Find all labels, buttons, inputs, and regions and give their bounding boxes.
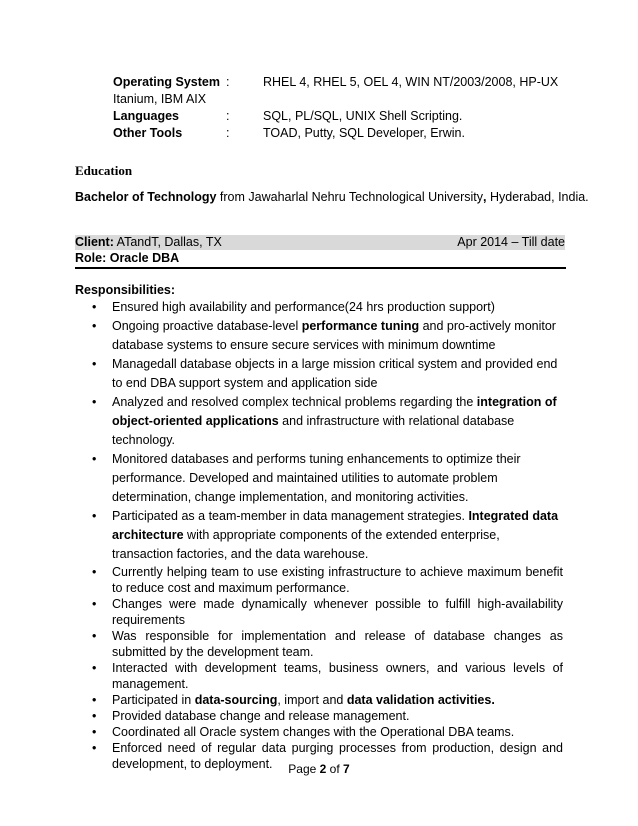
bullet-text: Managedall database objects in a large mission critical system and provided end to end DBA support system and application side: [112, 357, 558, 390]
bullet-bold: data-sourcing: [194, 693, 278, 707]
bullet-bold: integration of object-oriented applications: [112, 395, 557, 428]
skill-value: TOAD, Putty, SQL Developer, Erwin.: [263, 126, 465, 140]
degree-title: Bachelor of Technology: [75, 190, 217, 204]
list-item: [75, 298, 563, 317]
skill-label: Other Tools: [113, 126, 183, 140]
bullet-text: Provided database change and release management.: [112, 709, 410, 723]
section-divider: [75, 267, 566, 269]
skill-label: Languages: [113, 109, 179, 123]
list-item: [75, 507, 563, 564]
bullet-icon: •: [92, 300, 97, 314]
bullet-bold: Integrated data architecture: [112, 509, 559, 542]
degree-university: from Jawaharlal Nehru Technological University: [216, 190, 484, 204]
bullet-icon: •: [92, 565, 97, 579]
skill-value: RHEL 4, RHEL 5, OEL 4, WIN NT/2003/2008, HP-UX: [263, 75, 559, 89]
responsibilities-heading: Responsibilities:: [75, 283, 176, 297]
skill-row-languages: [113, 108, 583, 125]
bullet-icon: •: [92, 661, 97, 675]
list-item: [75, 692, 563, 708]
degree-location: Hyderabad, India.: [486, 190, 589, 204]
bullet-text: Ensured high availability and performance(24 hrs production support): [112, 300, 495, 314]
list-item: [75, 393, 563, 450]
bullet-icon: •: [92, 725, 97, 739]
role: Role: Oracle DBA: [75, 251, 180, 265]
bullet-text: Participated in: [112, 693, 195, 707]
bullet-icon: •: [92, 509, 97, 523]
list-item: [75, 708, 563, 724]
list-item: [75, 564, 563, 596]
footer-of: of: [326, 762, 344, 776]
bullet-icon: •: [92, 357, 97, 371]
bullet-text: Enforced need of regular data purging processes from production, design and development, to deployment.: [112, 741, 563, 771]
bullet-text: Coordinated all Oracle system changes with the Operational DBA teams.: [112, 725, 515, 739]
bullet-bold: performance tuning: [301, 319, 420, 333]
total-pages: 7: [343, 762, 350, 776]
client-value: ATandT, Dallas, TX: [113, 235, 222, 249]
job-dates: Apr 2014 – Till date: [457, 235, 565, 249]
degree-line: [75, 190, 589, 204]
list-item: [75, 355, 563, 393]
bullet-text: with appropriate components of the extended enterprise, transaction factories, and the data warehouse.: [112, 528, 500, 561]
skill-row-os: [113, 74, 583, 91]
bullet-text: and infrastructure with relational database technology.: [112, 414, 515, 447]
education-heading: Education: [75, 163, 133, 178]
responsibilities-list: [75, 298, 563, 772]
list-item: [75, 596, 563, 628]
bullet-text: Currently helping team to use existing infrastructure to achieve maximum benefit to reduce cost and maximum performance.: [112, 565, 563, 595]
bullet-icon: •: [92, 709, 97, 723]
bullet-text: Interacted with development teams, business owners, and various levels of management.: [112, 661, 563, 691]
bullet-icon: •: [92, 452, 97, 466]
skill-row-tools: [113, 125, 583, 142]
bullet-text: Monitored databases and performs tuning enhancements to optimize their performance. Developed and maintained utilities to automate problem determination, change implementation, and monitoring activities.: [112, 452, 521, 504]
bullet-text: Changes were made dynamically whenever possible to fulfill high-availability requirements: [112, 597, 563, 627]
list-item: [75, 628, 563, 660]
page-footer: [0, 762, 638, 776]
bullet-text: Analyzed and resolved complex technical problems regarding the: [112, 395, 477, 409]
skill-colon: :: [226, 126, 230, 140]
client-line: [75, 235, 565, 250]
list-item: [75, 724, 563, 740]
list-item: [75, 317, 563, 355]
skill-row-os-cont: [113, 91, 583, 108]
bullet-icon: •: [92, 597, 97, 611]
degree-comma: ,: [483, 190, 487, 204]
bullet-text: Was responsible for implementation and release of database changes as submitted by the development team.: [112, 629, 563, 659]
client: [75, 235, 222, 250]
skill-value: SQL, PL/SQL, UNIX Shell Scripting.: [263, 109, 463, 123]
skill-colon: :: [226, 75, 230, 89]
technical-skills: [113, 74, 583, 142]
skill-colon: :: [226, 109, 230, 123]
list-item: [75, 660, 563, 692]
bullet-text: and pro-actively monitor database systems to ensure secure services with minimum downtime: [112, 319, 556, 352]
bullet-icon: •: [92, 319, 97, 333]
bullet-icon: •: [92, 395, 97, 409]
bullet-text: Participated as a team-member in data management strategies.: [112, 509, 469, 523]
list-item: [75, 450, 563, 507]
bullet-text: , import and: [277, 693, 347, 707]
skill-continuation: Itanium, IBM AIX: [113, 92, 207, 106]
client-label: Client:: [75, 235, 114, 249]
bullet-icon: •: [92, 693, 97, 707]
bullet-bold: data validation activities.: [346, 693, 495, 707]
skill-label: Operating System: [113, 75, 220, 89]
footer-page-label: Page: [288, 762, 320, 776]
bullet-icon: •: [92, 629, 97, 643]
current-page: 2: [319, 762, 327, 776]
role-line: [75, 251, 179, 266]
bullet-icon: •: [92, 741, 97, 755]
bullet-text: Ongoing proactive database-level: [112, 319, 302, 333]
